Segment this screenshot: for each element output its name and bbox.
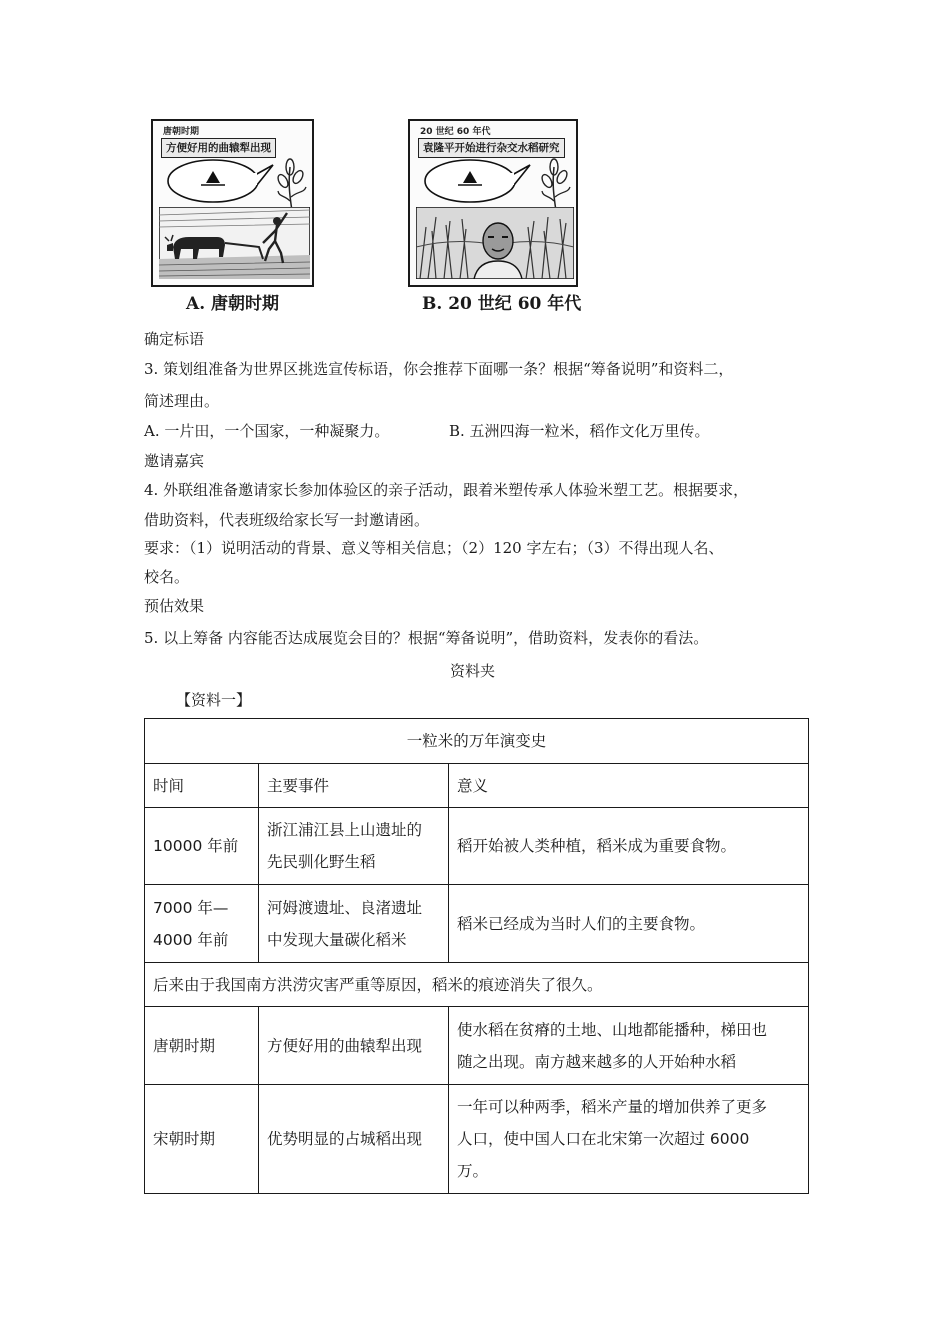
question-3-line-2: 简述理由。 <box>144 392 220 410</box>
cell-event <box>259 1007 449 1085</box>
section-heading-effect: 预估效果 <box>144 597 205 615</box>
cell-line: 一年可以种两季，稻米产量的增加供养了更多 <box>457 1098 768 1116</box>
cell-line: 浙江浦江县上山遗址的 <box>267 821 423 839</box>
table-row <box>145 808 809 885</box>
table-row <box>145 1007 809 1085</box>
cell-time <box>145 885 259 963</box>
question-4-line-1: 4. 外联组准备邀请家长参加体验区的亲子活动，跟着米塑传承人体验米塑工艺。根据要求， <box>144 481 749 499</box>
cell-line: 随之出现。南方越来越多的人开始种水稻 <box>457 1052 737 1071</box>
cell-meaning <box>449 808 809 885</box>
cell-line: 稻开始被人类种植，稻米成为重要食物。 <box>457 837 737 855</box>
cell-event <box>259 1085 449 1194</box>
cell-time <box>145 1007 259 1085</box>
figure-20th-century-60s <box>408 119 578 287</box>
table-title: 一粒米的万年演变史 <box>145 719 809 764</box>
question-3-option-b: B. 五洲四海一粒米，稻作文化万里传。 <box>449 422 710 440</box>
cell-meaning <box>449 885 809 963</box>
cell-event <box>259 808 449 885</box>
cell-line: 稻米已经成为当时人们的主要食物。 <box>457 914 706 933</box>
cell-meaning <box>449 1007 809 1085</box>
speech-bubble-icon <box>422 157 532 207</box>
figure-a-era-label: 唐朝时期 <box>163 127 200 137</box>
header-meaning: 意义 <box>449 764 809 808</box>
figure-b-caption: B. 20 世纪 60 年代 <box>422 294 582 314</box>
rice-field-portrait-image <box>416 207 574 279</box>
cell-line: 4000 年前 <box>153 930 229 949</box>
rice-history-table <box>144 718 809 1194</box>
cell-line: 人口，使中国人口在北宋第一次超过 6000 <box>457 1130 750 1148</box>
cell-time <box>145 808 259 885</box>
cell-line: 10000 年前 <box>153 837 239 855</box>
cell-line: 万。 <box>457 1162 489 1180</box>
table-header-row <box>145 764 809 808</box>
question-4-requirements-line-2: 校名。 <box>144 568 190 586</box>
figure-b-banner: 袁隆平开始进行杂交水稻研究 <box>418 138 565 158</box>
folder-title: 资料夹 <box>450 662 496 680</box>
cell-line: 方便好用的曲辕犁出现 <box>267 1036 423 1055</box>
figure-b-era-label: 20 世纪 60 年代 <box>420 127 491 137</box>
question-5-line: 5. 以上筹备 内容能否达成展览会目的？根据“筹备说明”，借助资料，发表你的看法。 <box>144 629 709 647</box>
rice-plant-icon <box>276 157 308 211</box>
cell-time <box>145 1085 259 1194</box>
table-row <box>145 885 809 963</box>
cell-event <box>259 885 449 963</box>
figure-a-caption: A. 唐朝时期 <box>186 294 280 314</box>
cell-line: 宋朝时期 <box>153 1130 216 1148</box>
material-1-label: 【资料一】 <box>176 691 252 709</box>
cell-line: 中发现大量碳化稻米 <box>267 930 407 949</box>
question-4-requirements-line-1: 要求：（1）说明活动的背景、意义等相关信息；（2）120 字左右；（3）不得出现人名、 <box>144 539 724 557</box>
cell-meaning <box>449 1085 809 1194</box>
section-heading-slogan: 确定标语 <box>144 330 205 348</box>
cell-line: 唐朝时期 <box>153 1036 216 1055</box>
rice-plant-icon <box>540 157 572 211</box>
question-4-line-2: 借助资料，代表班级给家长写一封邀请函。 <box>144 511 430 529</box>
plowing-scene-image <box>159 207 310 279</box>
section-heading-guests: 邀请嘉宾 <box>144 452 205 470</box>
cell-line: 河姆渡遗址、良渚遗址 <box>267 898 423 917</box>
figure-a-banner: 方便好用的曲辕犁出现 <box>161 138 276 158</box>
table-row <box>145 1085 809 1194</box>
table-title-row <box>145 719 809 764</box>
question-3-line-1: 3. 策划组准备为世界区挑选宣传标语，你会推荐下面哪一条？根据“筹备说明”和资料二， <box>144 360 734 378</box>
cell-line: 优势明显的占城稻出现 <box>267 1130 423 1148</box>
cell-note: 后来由于我国南方洪涝灾害严重等原因，稻米的痕迹消失了很久。 <box>145 963 809 1007</box>
header-event: 主要事件 <box>259 764 449 808</box>
cell-line: 使水稻在贫瘠的土地、山地都能播种，梯田也 <box>457 1020 768 1039</box>
figure-tang-dynasty <box>151 119 314 287</box>
cell-line: 7000 年— <box>153 898 229 917</box>
question-3-option-a: A. 一片田，一个国家，一种凝聚力。 <box>144 422 390 440</box>
cell-line: 先民驯化野生稻 <box>267 853 376 871</box>
table-row-note <box>145 963 809 1007</box>
header-time: 时间 <box>145 764 259 808</box>
speech-bubble-icon <box>165 157 275 207</box>
